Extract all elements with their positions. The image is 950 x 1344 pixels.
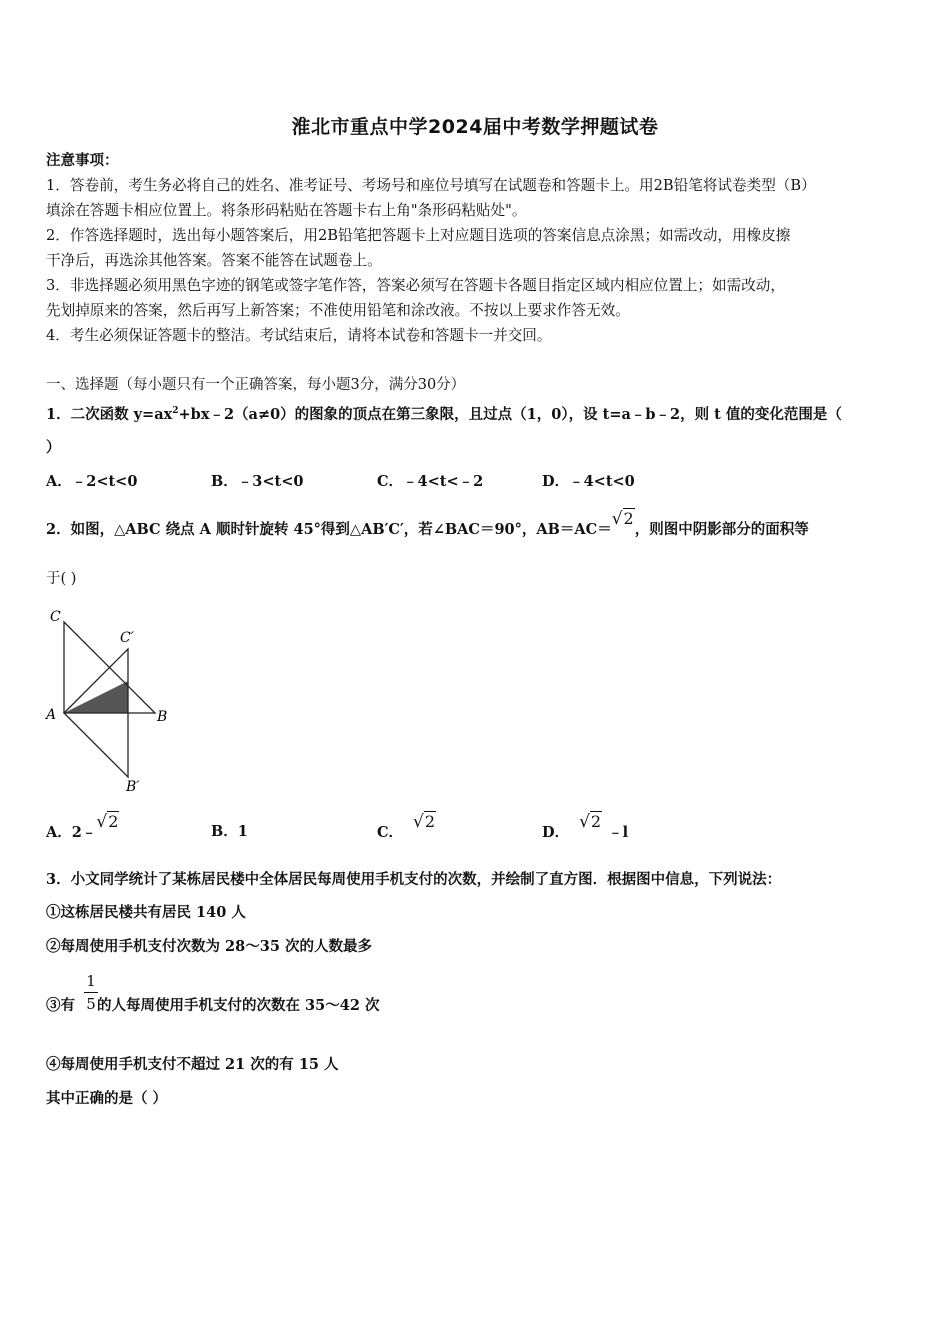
q1-stem-pre: 1．二次函数 y=ax <box>46 405 173 423</box>
q3-statement-4: ④每周使用手机支付不超过 21 次的有 15 人 <box>46 1056 339 1073</box>
q2-stem-post: ，则图中阴影部分的面积等 <box>634 521 809 538</box>
question-2-stem <box>46 509 809 540</box>
q3-question: 其中正确的是（ ） <box>46 1090 168 1107</box>
q3-statement-1: ①这栋居民楼共有居民 140 人 <box>46 904 246 921</box>
q2-stem-pre: 2．如图，△ABC 绕点 A 顺时针旋转 45°得到△AB′C′，若∠BAC＝90°，AB＝AC＝ <box>46 521 612 538</box>
label-c: C <box>50 609 61 625</box>
q1-exponent: 2 <box>172 406 179 416</box>
section-heading: 一、选择题（每小题只有一个正确答案，每小题3分，满分30分） <box>46 377 466 393</box>
q2-sqrt-value: 2 <box>623 509 634 528</box>
q2-option-d <box>542 812 629 843</box>
shaded-region <box>64 681 128 713</box>
notice-item-2a: 2．作答选择题时，选出每小题答案后，用2B铅笔把答题卡上对应题目选项的答案信息点涂黑；如需改动，用橡皮擦 <box>46 227 791 244</box>
q1-stem-post: +bx﹣2（a≠0）的图象的顶点在第三象限，且过点（1，0），设 t=a﹣b﹣2，则 t 值的变化范围是（ <box>178 405 842 423</box>
label-a: A <box>46 707 57 723</box>
notice-item-4: 4．考生必须保证答题卡的整洁。考试结束后，请将本试卷和答题卡一并交回。 <box>46 327 552 344</box>
q1-option-c: C．﹣4<t<﹣2 <box>377 473 484 490</box>
notice-item-3b: 先划掉原来的答案，然后再写上新答案；不准使用铅笔和涂改液。不按以上要求作答无效。 <box>46 302 630 319</box>
q3-fraction <box>84 972 98 1013</box>
q3-statement-2: ②每周使用手机支付次数为 28～35 次的人数最多 <box>46 938 372 955</box>
notice-item-3a: 3．非选择题必须用黑色字迹的钢笔或签字笔作答，答案必须写在答题卡各题目指定区域内相应位置上；如需改动， <box>46 277 785 294</box>
q2-c-sqrt-value: 2 <box>424 812 436 831</box>
q2-figure <box>40 600 180 800</box>
q3-s3-post: 的人每周使用手机支付的次数在 35～42 次 <box>97 997 380 1014</box>
question-1-stem-cont: ） <box>46 439 61 456</box>
q1-option-d: D．﹣4<t<0 <box>542 473 635 490</box>
q2-a-pre: A．2﹣ <box>46 824 97 841</box>
q2-sqrt: √2 <box>611 509 634 529</box>
question-2-stem-cont: 于( ) <box>46 571 77 587</box>
q3-fraction-denominator: 5 <box>86 995 96 1013</box>
notice-heading: 注意事项： <box>46 152 119 169</box>
q2-a-sqrt: √2 <box>96 812 119 832</box>
notice-item-1b: 填涂在答题卡相应位置上。将条形码粘贴在答题卡右上角"条形码粘贴处"。 <box>46 202 527 219</box>
q2-c-sqrt: √2 <box>413 812 436 832</box>
label-c-prime: C′ <box>120 630 134 646</box>
q2-c-pre: C． <box>377 824 404 841</box>
question-3-stem: 3．小文同学统计了某栋居民楼中全体居民每周使用手机支付的次数，并绘制了直方图．根据图中信息，下列说法： <box>46 871 782 888</box>
q3-fraction-numerator: 1 <box>86 972 96 990</box>
notice-item-1a: 1．答卷前，考生务必将自己的姓名、准考证号、考场号和座位号填写在试题卷和答题卡上。用2B铅笔将试卷类型（B） <box>46 177 816 194</box>
q2-option-c <box>377 812 436 843</box>
q2-option-b: B．1 <box>211 823 248 840</box>
q2-d-sqrt-value: 2 <box>590 812 602 831</box>
q2-d-sqrt: √2 <box>579 812 602 832</box>
question-1-stem <box>46 401 842 425</box>
label-b: B <box>157 709 168 725</box>
q2-option-a <box>46 812 119 843</box>
q2-d-post: ﹣l <box>608 824 629 841</box>
q2-d-pre: D． <box>542 824 570 841</box>
page-title: 淮北市重点中学2024届中考数学押题试卷 <box>291 116 659 138</box>
q3-s3-pre: ③有 <box>46 997 75 1014</box>
q1-option-a: A．﹣2<t<0 <box>46 473 138 490</box>
q2-a-sqrt-value: 2 <box>108 812 119 831</box>
notice-item-2b: 干净后，再选涂其他答案。答案不能答在试题卷上。 <box>46 252 382 269</box>
q1-option-b: B．﹣3<t<0 <box>211 473 304 490</box>
label-b-prime: B′ <box>126 779 140 795</box>
